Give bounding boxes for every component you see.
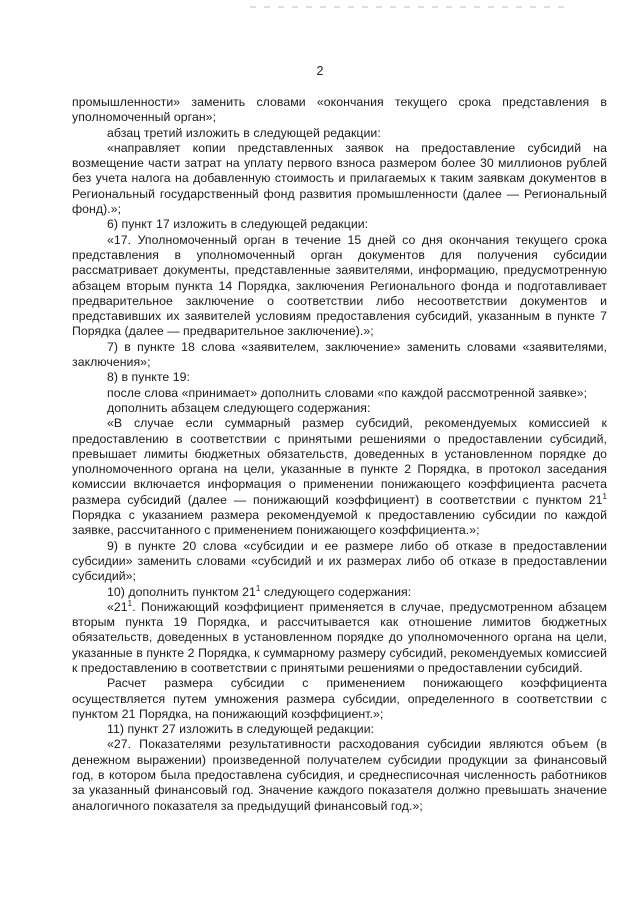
superscript-one: 1 — [602, 491, 607, 501]
paragraph-12: 10) дополнить пунктом $21^1$ следующего содержания: — [107, 583, 412, 599]
paragraph-11: 9) в пункте 20 слова «субсидии и ее размере либо об отказе в предоставлении субсидии» заменить словами «субсидий и их размерах либо об отказе в предоставлении субсидий»; — [72, 538, 607, 584]
paragraph-8: после слова «принимает» дополнить словами «по каждой рассмотренной заявке»; — [107, 385, 588, 400]
paragraph-16: «27. Показателями результативности расходования субсидии являются объем (в денежном выражении) произведенной получателем субсидии продукции за финансовый год, в котором была предоставлена субсидия, и среднесписочная численность работников за указанный финансовый год. Значение каждого показателя должно превышать значение аналогичного показателя за предыдущий финансовый год.»; — [72, 737, 607, 813]
paragraph-14: Расчет размера субсидии с применением понижающего коэффициента осуществляется путем умножения размера субсидии, определенного в соответствии с пунктом 21 Порядка, на понижающий коэффициент.»; — [72, 676, 607, 721]
paragraph-1: промышленности» заменить словами «окончания текущего срока представления в уполномоченный орган»; — [72, 95, 607, 125]
paragraph-2: абзац третий изложить в следующей редакции: — [107, 125, 381, 140]
document-body — [72, 95, 607, 814]
scan-artifact-line — [250, 6, 570, 8]
paragraph-9: дополнить абзацем следующего содержания: — [107, 400, 371, 415]
superscript-one: 1 — [255, 583, 261, 593]
paragraph-4: 6) пункт 17 изложить в следующей редакции: — [107, 217, 369, 232]
paragraph-6: 7) в пункте 18 слова «заявителем, заключение» заменить словами «заявителями, заключения»; — [72, 339, 607, 370]
paragraph-10: «В случае если суммарный размер субсидий, рекомендуемых комиссией к предоставлению в соответствии с принятыми решениями о предоставлении субсидий, превышает лимиты бюджетных обязательств, доведенных в установленном порядке до уполномоченного органа на цели, указанные в пункте 2 Порядка, в протокол заседания комиссии включается информация о применении понижающего коэффициента расчета размера субсидий (далее — понижающий коэффициент) в соответствии с пунктом $21^1$ Порядка с указанием размера рекомендуемой к предоставлению субсидии по каждой заявке, рассчитанного с применением понижающего коэффициента.»; — [72, 416, 607, 538]
paragraph-5: «17. Уполномоченный орган в течение 15 дней со дня окончания текущего срока представления в уполномоченный орган документов для получения субсидии рассматривает документы, представленные заявителями, информацию, предусмотренную абзацем вторым пункта 14 Порядка, заключения Регионального фонда и подготавливает предварительное заключение о соответствии либо несоответствии документов и представивших их заявителей условиям предоставления субсидий, указанным в пункте 7 Порядка (далее — предварительное заключение).»; — [72, 232, 607, 339]
paragraph-7: 8) в пункте 19: — [107, 370, 191, 385]
superscript-one: 1 — [127, 598, 133, 608]
paragraph-13: «$21^1$. Понижающий коэффициент применяется в случае, предусмотренном абзацем вторым пункта 19 Порядка, и рассчитывается как отношение лимитов бюджетных обязательств, доведенных в установленном порядке до уполномоченного органа на цели, указанные в пункте 2 Порядка, к суммарному размеру субсидий, рекомендуемых комиссией к предоставлению в соответствии с принятыми решениями о предоставлении субсидий. — [72, 598, 607, 675]
paragraph-3: «направляет копии представленных заявок на предоставление субсидий на возмещение части затрат на уплату первого взноса размером более 30 миллионов рублей без учета налога на добавленную стоимость и прилагаемых к таким заявкам документов в Региональный государственный фонд развития промышленности (далее — Региональный фонд).»; — [72, 140, 607, 217]
paragraph-15: 11) пункт 27 изложить в следующей редакции: — [107, 722, 375, 737]
page-number: 2 — [316, 64, 324, 78]
